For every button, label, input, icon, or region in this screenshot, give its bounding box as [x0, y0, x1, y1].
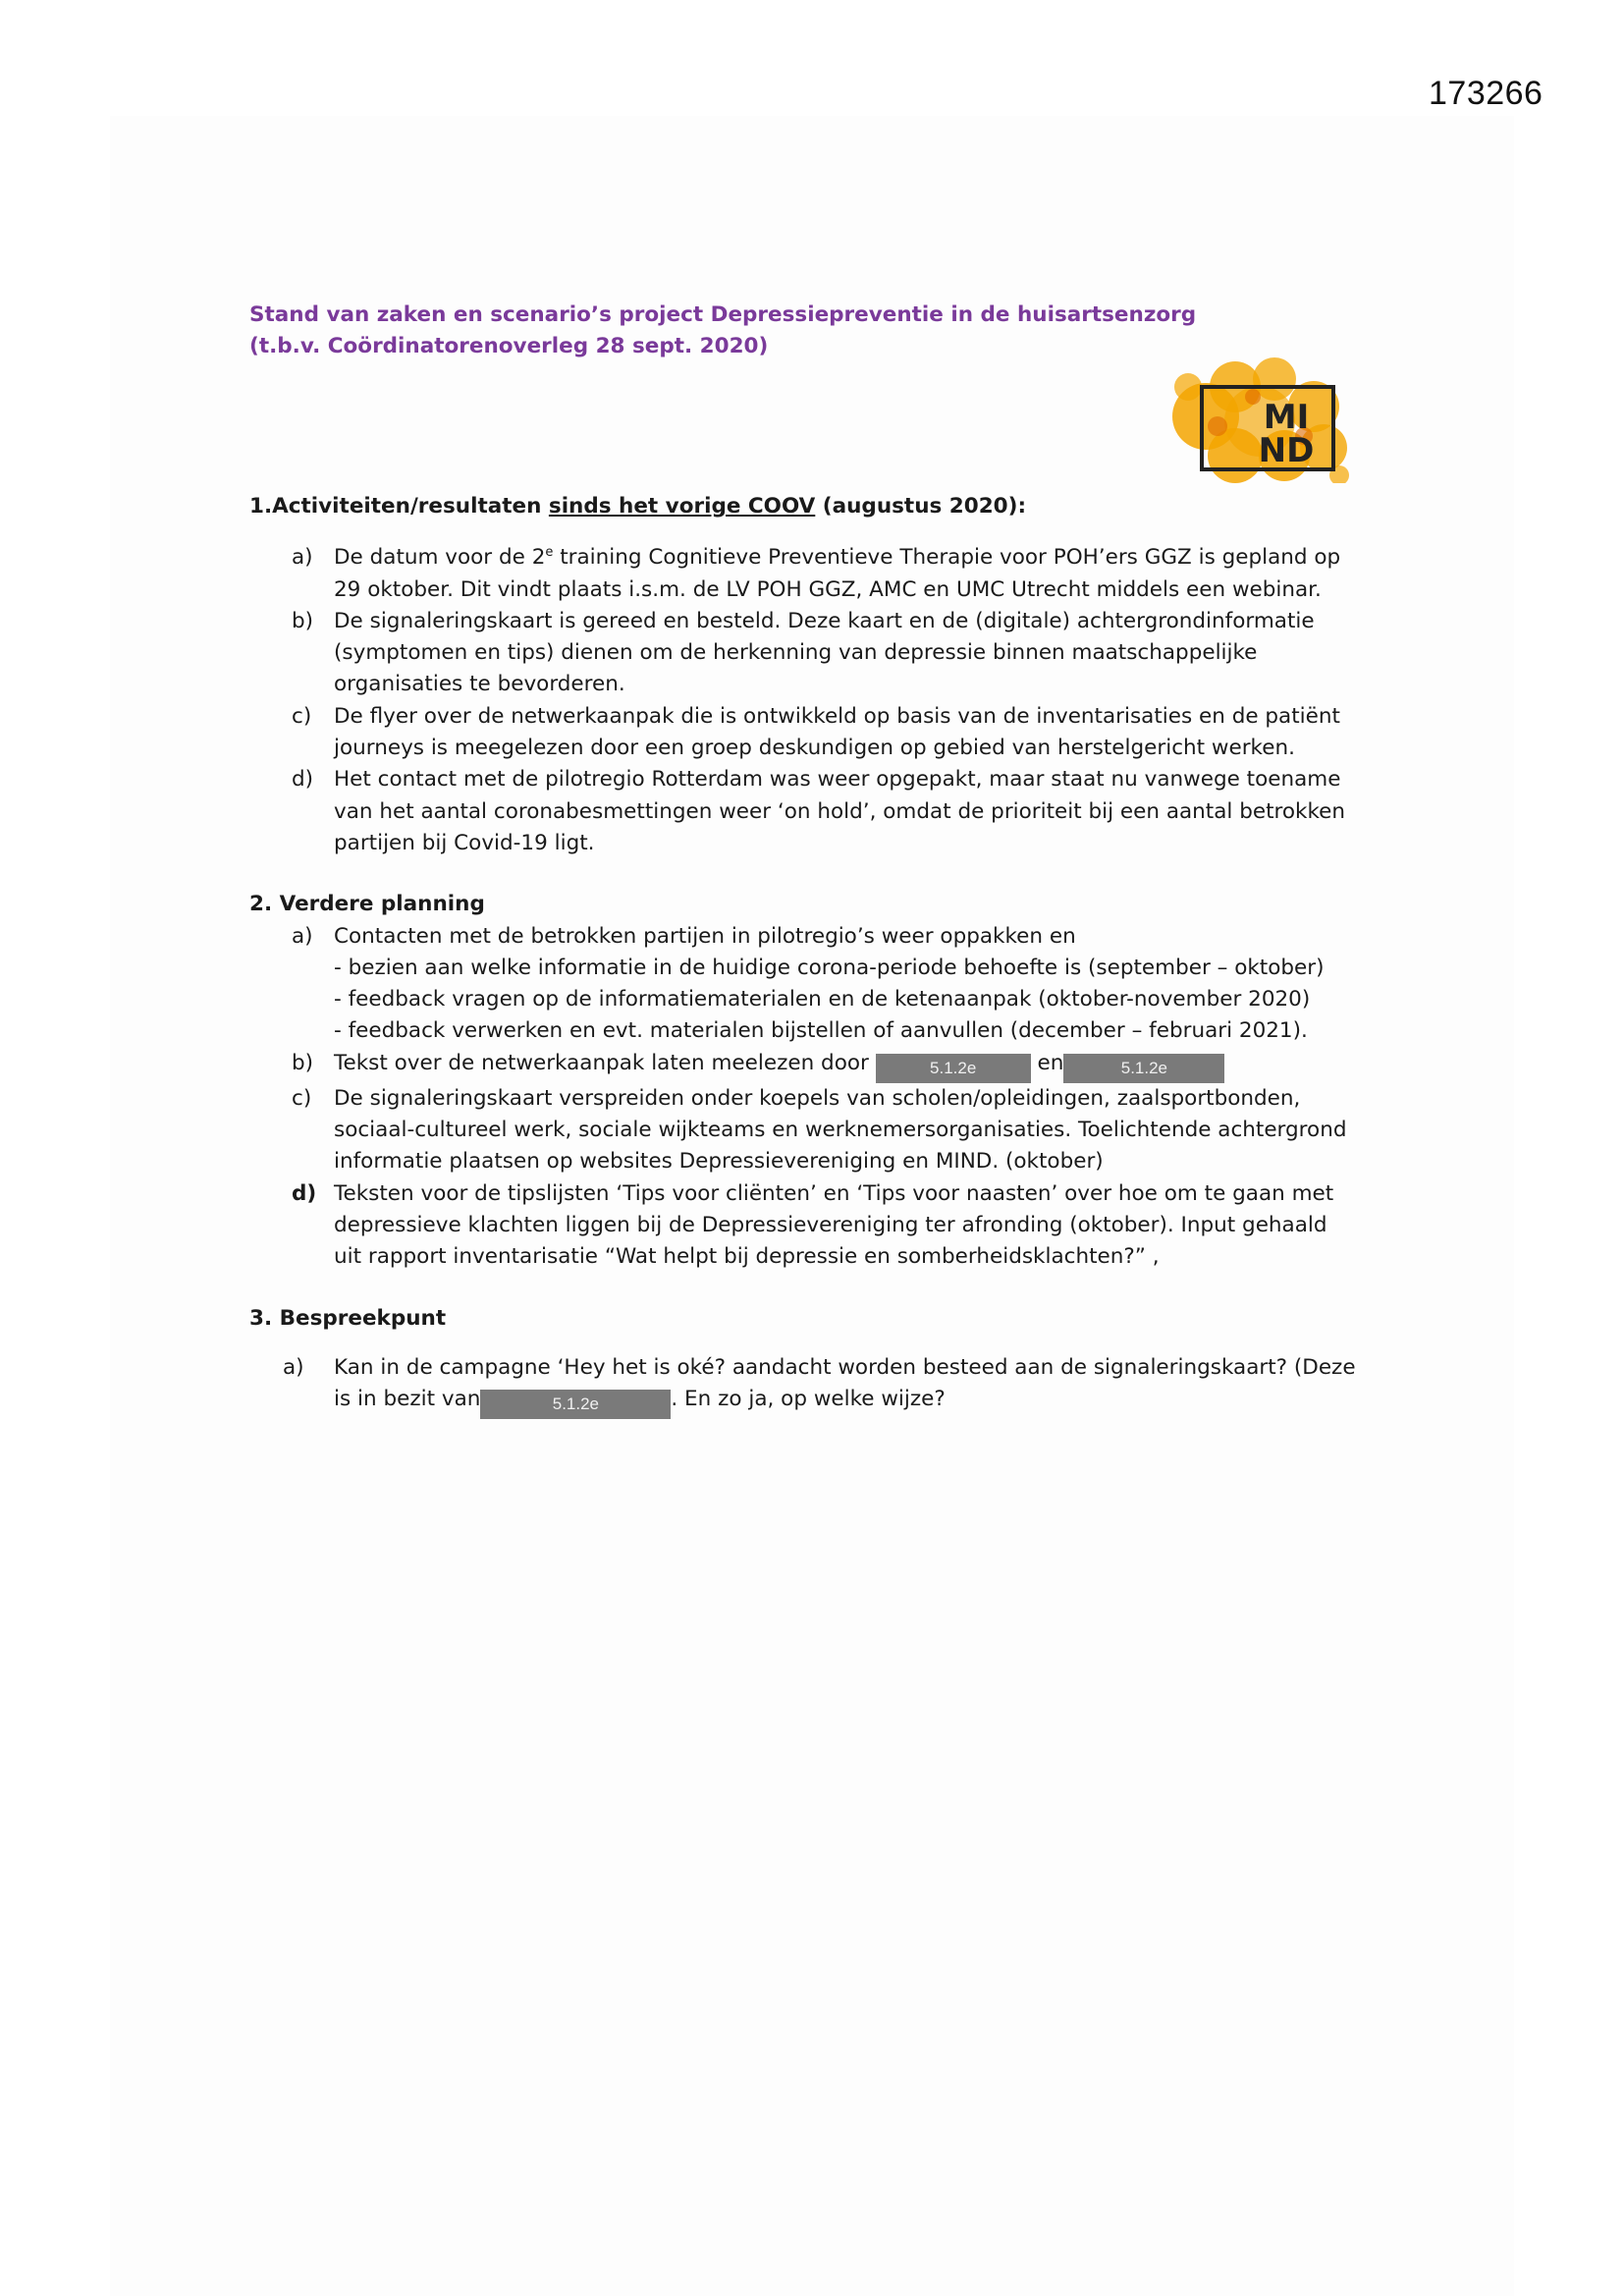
item-text: 29 oktober. Dit vindt plaats i.s.m. de LV POH GGZ, AMC en UMC Utrecht middels een webinar.: [334, 576, 1322, 602]
item-text: informatie plaatsen op websites Depressievereniging en MIND. (oktober): [334, 1149, 1104, 1175]
item-text: Teksten voor de tipslijsten ‘Tips voor cliënten’ en ‘Tips voor naasten’ over hoe om te gaan met: [334, 1180, 1334, 1206]
list-item: [249, 1048, 1369, 1083]
superscript: e: [545, 545, 554, 561]
section-3-list: [249, 1352, 1369, 1419]
title-line-2: (t.b.v. Coördinatorenoverleg 28 sept. 2020): [249, 334, 769, 358]
list-label: b): [292, 1050, 314, 1075]
item-text: De signaleringskaart verspreiden onder koepels van scholen/opleidingen, zaalsportbonden,: [334, 1085, 1301, 1111]
list-label: c): [292, 703, 312, 729]
item-text: van het aantal coronabesmettingen weer ‘on hold’, omdat de prioriteit bij een aantal betrokken: [334, 798, 1346, 824]
list-item: [249, 764, 1369, 859]
item-text: Contacten met de betrokken partijen in pilotregio’s weer oppakken en: [334, 923, 1076, 949]
list-label: a): [292, 923, 313, 949]
item-text: De signaleringskaart is gereed en besteld. Deze kaart en de (digitale) achtergrondinformatie: [334, 608, 1315, 633]
item-text: training Cognitieve Preventieve Therapie voor POH’ers GGZ is gepland op: [553, 545, 1341, 571]
section-1-list: [249, 542, 1369, 859]
section-1-heading-suffix: (augustus 2020):: [815, 494, 1027, 519]
list-item: [249, 542, 1369, 606]
list-label: b): [292, 608, 314, 633]
item-text: partijen bij Covid-19 ligt.: [334, 830, 595, 855]
section-2-heading: 2. Verdere planning: [249, 892, 485, 917]
list-item: [249, 921, 1369, 1048]
item-text: Tekst over de netwerkaanpak laten meelezen door: [334, 1050, 876, 1075]
list-item: [249, 606, 1369, 701]
item-text: De datum voor de 2: [334, 545, 546, 571]
list-item: [249, 1083, 1369, 1178]
section-3-heading: 3. Bespreekpunt: [249, 1305, 447, 1331]
item-text: - feedback verwerken en evt. materialen bijstellen of aanvullen (december – februari 2021).: [334, 1018, 1308, 1044]
item-text: De flyer over de netwerkaanpak die is ontwikkeld op basis van de inventarisaties en de patiënt: [334, 703, 1340, 729]
item-text: sociaal-cultureel werk, sociale wijkteams en werknemersorganisaties. Toelichtende achtergrond: [334, 1118, 1347, 1143]
mind-logo: [1166, 357, 1351, 483]
item-text: depressieve klachten liggen bij de Depressievereniging ter afronding (oktober). Input gehaald: [334, 1212, 1327, 1237]
item-text: uit rapport inventarisatie “Wat helpt bij depressie en somberheidsklachten?” ,: [334, 1244, 1160, 1270]
list-item: [249, 1178, 1369, 1274]
list-label: d): [292, 1180, 317, 1206]
title-line-1: Stand van zaken en scenario’s project Depressiepreventie in de huisartsenzorg: [249, 302, 1197, 327]
item-text: Kan in de campagne ‘Hey het is oké? aandacht worden besteed aan de signaleringskaart? (Deze: [334, 1354, 1356, 1380]
item-text: Het contact met de pilotregio Rotterdam was weer opgepakt, maar staat nu vanwege toename: [334, 767, 1341, 793]
item-text: en: [1030, 1050, 1064, 1075]
item-text: organisaties te bevorderen.: [334, 672, 625, 697]
list-label: a): [283, 1354, 304, 1380]
section-1-heading-underlined: sinds het vorige COOV: [548, 494, 816, 519]
list-item: [249, 1352, 1369, 1419]
item-text: is in bezit van: [334, 1387, 481, 1412]
redaction-box: 5.1.2e: [480, 1390, 671, 1419]
redaction-box: 5.1.2e: [1063, 1054, 1224, 1083]
logo-text-top: MI: [1263, 398, 1310, 437]
item-text: - feedback vragen op de informatiematerialen en de ketenaanpak (oktober-november 2020): [334, 987, 1311, 1012]
item-text: - bezien aan welke informatie in de huidige corona-periode behoefte is (september – oktober): [334, 955, 1325, 980]
document-number: 173266: [1429, 75, 1543, 112]
section-1-heading: [249, 491, 1369, 522]
list-item: [249, 701, 1369, 765]
item-text: journeys is meegelezen door een groep deskundigen op gebied van herstelgericht werken.: [334, 736, 1295, 761]
section-1-heading-prefix: 1.Activiteiten/resultaten: [249, 494, 549, 519]
logo-text-bottom: ND: [1258, 431, 1315, 470]
list-label: c): [292, 1085, 312, 1111]
item-text: (symptomen en tips) dienen om de herkenning van depressie binnen maatschappelijke: [334, 640, 1258, 666]
item-text: . En zo ja, op welke wijze?: [671, 1387, 946, 1412]
list-label: d): [292, 767, 314, 793]
document-title: [249, 300, 1231, 362]
list-label: a): [292, 545, 313, 571]
document-body: [249, 491, 1369, 1419]
redaction-box: 5.1.2e: [876, 1054, 1031, 1083]
section-2-list: [249, 921, 1369, 1274]
